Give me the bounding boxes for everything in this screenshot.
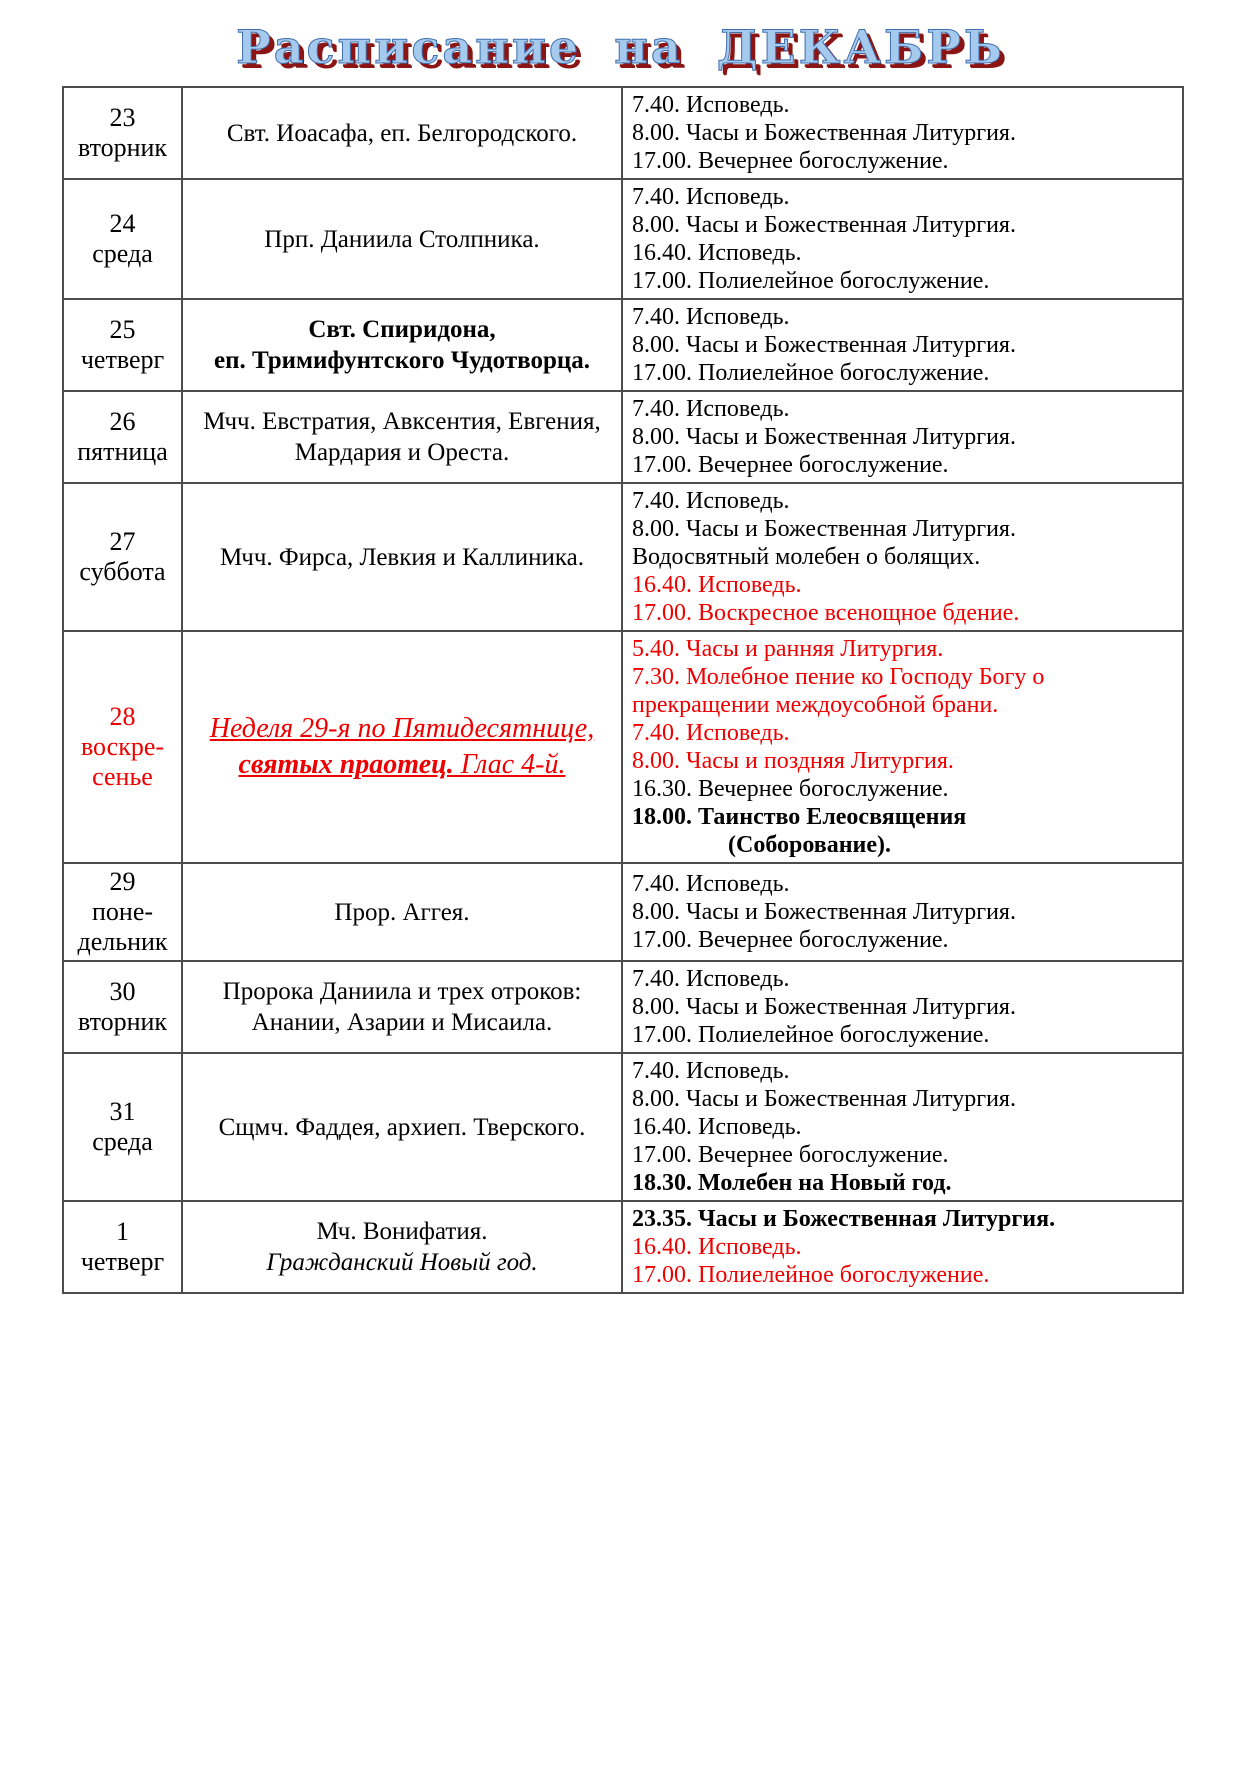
feast-cell bbox=[182, 179, 622, 299]
weekday-label: поне- bbox=[91, 897, 154, 926]
table-row bbox=[63, 631, 1183, 863]
feast-cell bbox=[182, 391, 622, 483]
service-line: 8.00. Часы и Божественная Литургия. bbox=[632, 332, 1016, 358]
feast-line bbox=[187, 747, 617, 783]
table-row bbox=[63, 1053, 1183, 1201]
schedule-table bbox=[62, 86, 1184, 1294]
feast-text: Мчч. Фирса, Левкия и Каллиника. bbox=[219, 543, 584, 571]
service-line: 18.30. Молебен на Новый год. bbox=[632, 1170, 952, 1196]
services-cell bbox=[622, 179, 1183, 299]
date-cell bbox=[63, 1053, 182, 1201]
feast-text: Мч. Вонифатия. bbox=[316, 1218, 488, 1245]
feast-line bbox=[187, 976, 617, 1007]
services-cell bbox=[622, 1201, 1183, 1293]
date-cell bbox=[63, 391, 182, 483]
feast-line bbox=[187, 1216, 617, 1247]
weekday-label: вторник bbox=[77, 133, 168, 162]
services-cell bbox=[622, 631, 1183, 863]
service-line: 17.00. Полиелейное богослужение. bbox=[632, 1262, 990, 1288]
feast-text: Мардария и Ореста. bbox=[294, 439, 510, 466]
table-row bbox=[63, 87, 1183, 179]
feast-line bbox=[187, 1007, 617, 1038]
services-cell bbox=[622, 299, 1183, 391]
service-line: 16.40. Исповедь. bbox=[632, 240, 802, 266]
feast-cell bbox=[182, 483, 622, 631]
weekday-label: воскре- bbox=[80, 732, 165, 761]
service-line: 23.35. Часы и Божественная Литургия. bbox=[632, 1206, 1056, 1232]
service-line: 16.40. Исповедь. bbox=[632, 1114, 802, 1140]
feast-cell bbox=[182, 631, 622, 863]
services-cell bbox=[622, 391, 1183, 483]
service-line: 16.40. Исповедь. bbox=[632, 572, 802, 598]
service-line: 8.00. Часы и Божественная Литургия. bbox=[632, 212, 1016, 238]
services-cell bbox=[622, 483, 1183, 631]
service-line: 8.00. Часы и Божественная Литургия. bbox=[632, 424, 1016, 450]
weekday-label: среда bbox=[92, 1127, 153, 1156]
feast-text: Пророка Даниила и трех отроков: bbox=[222, 978, 582, 1005]
feast-line bbox=[187, 711, 617, 747]
feast-text: Сщмч. Фаддея, архиеп. Тверского. bbox=[218, 1113, 586, 1141]
feast-cell bbox=[182, 1201, 622, 1293]
service-line: Водосвятный молебен о болящих. bbox=[632, 544, 981, 570]
feast-text: святых праотец. bbox=[238, 749, 454, 780]
service-line: 8.00. Часы и Божественная Литургия. bbox=[632, 899, 1016, 925]
services-cell bbox=[622, 87, 1183, 179]
service-line: 18.00. Таинство Елеосвящения bbox=[632, 804, 967, 830]
service-line: 7.40. Исповедь. bbox=[632, 720, 790, 746]
date-cell bbox=[63, 961, 182, 1053]
service-line: 7.40. Исповедь. bbox=[632, 396, 790, 422]
date-cell bbox=[63, 631, 182, 863]
table-row bbox=[63, 483, 1183, 631]
feast-line bbox=[187, 118, 617, 149]
service-line: 17.00. Вечернее богослужение. bbox=[632, 927, 949, 953]
feast-cell bbox=[182, 1053, 622, 1201]
feast-line bbox=[187, 897, 617, 928]
date-number: 27 bbox=[109, 527, 136, 556]
service-line: 7.40. Исповедь. bbox=[632, 92, 790, 118]
feast-text: Мчч. Евстратия, Авксентия, Евгения, bbox=[203, 408, 601, 435]
service-line: (Соборование). bbox=[728, 832, 892, 858]
schedule-table-body bbox=[63, 87, 1183, 1293]
date-number: 1 bbox=[116, 1217, 129, 1246]
feast-line bbox=[187, 406, 617, 437]
service-line: 17.00. Воскресное всенощное бдение. bbox=[632, 600, 1020, 626]
service-line: 17.00. Полиелейное богослужение. bbox=[632, 268, 990, 294]
service-line: 17.00. Вечернее богослужение. bbox=[632, 452, 949, 478]
date-cell bbox=[63, 483, 182, 631]
service-line: 17.00. Вечернее богослужение. bbox=[632, 1142, 949, 1168]
feast-text: Неделя 29-я по Пятидесятнице, bbox=[209, 713, 595, 744]
service-line: 16.30. Вечернее богослужение. bbox=[632, 776, 949, 802]
feast-cell bbox=[182, 299, 622, 391]
feast-line bbox=[187, 1112, 617, 1143]
service-line: 5.40. Часы и ранняя Литургия. bbox=[632, 636, 944, 662]
service-line: 7.40. Исповедь. bbox=[632, 871, 790, 897]
date-number: 24 bbox=[109, 209, 136, 238]
weekday-label: сенье bbox=[92, 762, 153, 791]
feast-line bbox=[187, 224, 617, 255]
feast-line bbox=[187, 542, 617, 573]
date-number: 30 bbox=[109, 977, 136, 1006]
service-line: 7.40. Исповедь. bbox=[632, 184, 790, 210]
services-cell bbox=[622, 1053, 1183, 1201]
feast-cell bbox=[182, 961, 622, 1053]
feast-text: Прп. Даниила Столпника. bbox=[264, 225, 540, 253]
service-line: 7.40. Исповедь. bbox=[632, 304, 790, 330]
feast-line bbox=[187, 345, 617, 376]
table-row bbox=[63, 1201, 1183, 1293]
services-cell bbox=[622, 863, 1183, 961]
weekday-label: дельник bbox=[77, 927, 168, 956]
table-row bbox=[63, 299, 1183, 391]
schedule-page bbox=[0, 20, 1241, 1294]
date-number: 26 bbox=[109, 407, 136, 436]
date-number: 25 bbox=[109, 315, 136, 344]
service-line: 8.00. Часы и Божественная Литургия. bbox=[632, 120, 1016, 146]
feast-text: Анании, Азарии и Мисаила. bbox=[251, 1009, 553, 1036]
service-line: 17.00. Вечернее богослужение. bbox=[632, 148, 949, 174]
feast-cell bbox=[182, 87, 622, 179]
service-line: 8.00. Часы и Божественная Литургия. bbox=[632, 994, 1016, 1020]
page-title: Расписание на ДЕКАБРЬ bbox=[236, 20, 1005, 74]
feast-line bbox=[187, 314, 617, 345]
date-number: 29 bbox=[109, 867, 136, 896]
table-row bbox=[63, 863, 1183, 961]
weekday-label: среда bbox=[92, 239, 153, 268]
service-line: 7.40. Исповедь. bbox=[632, 488, 790, 514]
service-line: 17.00. Полиелейное богослужение. bbox=[632, 360, 990, 386]
service-line: 17.00. Полиелейное богослужение. bbox=[632, 1022, 990, 1048]
feast-line bbox=[187, 437, 617, 468]
feast-text: Прор. Аггея. bbox=[334, 898, 470, 926]
date-cell bbox=[63, 87, 182, 179]
weekday-label: суббота bbox=[79, 557, 166, 586]
feast-text: еп. Тримифунтского Чудотворца. bbox=[213, 347, 591, 374]
feast-text: Свт. Иоасафа, еп. Белгородского. bbox=[226, 119, 578, 147]
service-line: 8.00. Часы и Божественная Литургия. bbox=[632, 516, 1016, 542]
weekday-label: пятница bbox=[77, 437, 168, 466]
date-cell bbox=[63, 863, 182, 961]
weekday-label: вторник bbox=[77, 1007, 168, 1036]
date-cell bbox=[63, 1201, 182, 1293]
date-number: 23 bbox=[109, 103, 136, 132]
service-line: 7.40. Исповедь. bbox=[632, 1058, 790, 1084]
date-number: 31 bbox=[109, 1097, 136, 1126]
service-line: 8.00. Часы и Божественная Литургия. bbox=[632, 1086, 1016, 1112]
service-line: 7.30. Молебное пение ко Господу Богу о прекращении междоусобной брани. bbox=[632, 664, 1045, 718]
weekday-label: четверг bbox=[80, 1247, 165, 1276]
service-line: 8.00. Часы и поздняя Литургия. bbox=[632, 748, 954, 774]
feast-line bbox=[187, 1247, 617, 1278]
date-number: 28 bbox=[109, 702, 136, 731]
services-cell bbox=[622, 961, 1183, 1053]
date-cell bbox=[63, 299, 182, 391]
feast-text: Гражданский Новый год. bbox=[266, 1249, 538, 1276]
weekday-label: четверг bbox=[80, 345, 165, 374]
feast-cell bbox=[182, 863, 622, 961]
feast-text: Глас 4-й. bbox=[453, 749, 566, 780]
table-row bbox=[63, 179, 1183, 299]
table-row bbox=[63, 961, 1183, 1053]
date-cell bbox=[63, 179, 182, 299]
service-line: 16.40. Исповедь. bbox=[632, 1234, 802, 1260]
feast-text: Свт. Спиридона, bbox=[308, 316, 496, 343]
service-line: 7.40. Исповедь. bbox=[632, 966, 790, 992]
table-row bbox=[63, 391, 1183, 483]
